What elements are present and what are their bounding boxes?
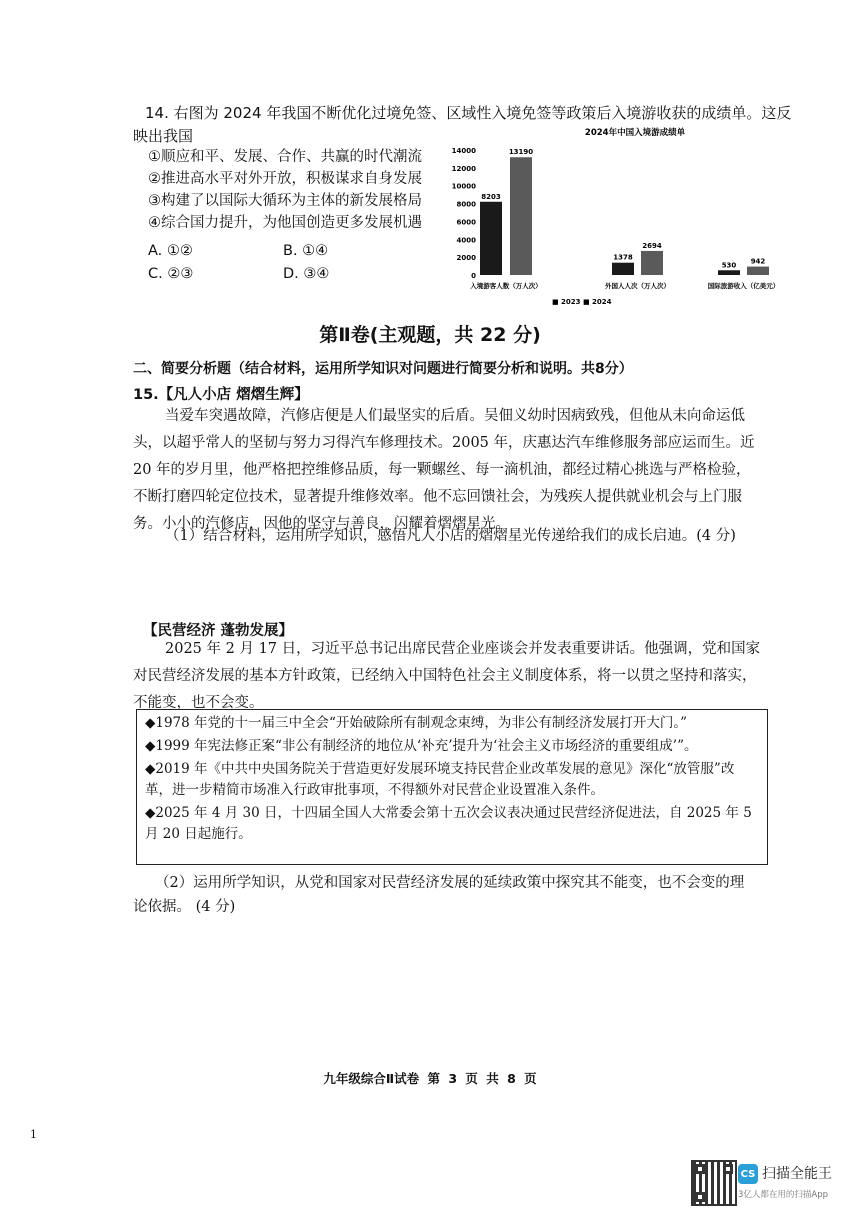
chart-bars (480, 148, 769, 275)
watermark-name: 扫描全能王 (762, 1166, 832, 1182)
margin-mark: 1 (30, 1128, 37, 1141)
bar-value-label: 530 (721, 261, 737, 270)
bar-value-label: 13190 (508, 148, 534, 157)
category-label: 外国人人次（万人次） (605, 282, 670, 290)
inbound-tourism-chart (440, 125, 800, 310)
q15-material-1-line: 务。小小的汽修店，因他的坚守与善良，闪耀着熠熠星光。 (133, 516, 510, 532)
q14-choice-d: D. ③④ (283, 266, 330, 282)
q15-material-1-line: 20 年的岁月里，他严格把控维修品质，每一颗螺丝、每一滴机油，都经过精心挑选与严格检验， (133, 462, 751, 478)
y-tick-label: 14000 (451, 147, 476, 155)
q15-sub1: （1）结合材料，运用所学知识，感悟凡人小店的熠熠星光传递给我们的成长启迪。(4 分) (165, 528, 736, 544)
section-title: 第Ⅱ卷(主观题，共 22 分) (319, 324, 541, 346)
y-tick-label: 2000 (456, 254, 476, 263)
chart-legend: ■ 2023 ■ 2024 (552, 298, 612, 306)
q15-heading: 15.【凡人小店 熠熠生辉】 (133, 387, 309, 403)
q14-option-1: ①顺应和平、发展、合作、共赢的时代潮流 (148, 149, 422, 165)
policy-item: ◆1999 年宪法修正案“非公有制经济的地位从‘补充’提升为‘社会主义市场经济的重要组成’”。 (145, 738, 698, 754)
bar-2024 (747, 267, 769, 275)
watermark-tagline: 3亿人都在用的扫描App (738, 1190, 829, 1200)
q14-choice-c: C. ②③ (148, 266, 194, 282)
q15-material-2-line: 不能变，也不会变。 (133, 695, 264, 711)
bar-value-label: 8203 (481, 192, 501, 201)
bar-value-label: 942 (750, 257, 766, 266)
q15-material-1 (133, 403, 773, 538)
y-tick-label: 12000 (451, 164, 476, 173)
camscanner-logo-icon: CS (738, 1164, 758, 1184)
page-footer: 九年级综合Ⅱ试卷 第 3 页 共 8 页 (323, 1071, 537, 1086)
y-tick-label: 0 (471, 272, 476, 280)
policy-item: ◆2025 年 4 月 30 日，十四届全国人大常委会第十五次会议表决通过民营经济促进法，自 2025 年 5 月 20 日起施行。 (145, 805, 752, 842)
q15-material-2 (133, 636, 773, 717)
section-instruction: 二、简要分析题（结合材料，运用所学知识对问题进行简要分析和说明。共8分） (133, 361, 633, 377)
q15-material-1-line: 头，以超乎常人的坚韧与努力习得汽车修理技术。2005 年，庆惠达汽车维修服务部应运而生。近 (133, 435, 755, 451)
q14-option-4: ④综合国力提升，为他国创造更多发展机遇 (148, 215, 422, 231)
q14-option-2: ②推进高水平对外开放，积极谋求自身发展 (148, 171, 422, 187)
y-tick-label: 8000 (456, 200, 476, 209)
bar-value-label: 1378 (613, 253, 633, 262)
q15-sub2-line1: （2）运用所学知识，从党和国家对民营经济发展的延续政策中探究其不能变，也不会变的理 (155, 875, 745, 891)
q14-stem-line2: 映出我国 (133, 127, 194, 145)
y-tick-label: 10000 (451, 182, 476, 191)
q14-options (148, 146, 422, 234)
category-label: 入境游客人数（万人次） (470, 282, 542, 290)
chart-title: 2024年中国入境游成绩单 (584, 128, 686, 138)
q15-material-1-line: 当爱车突遇故障，汽修店便是人们最坚实的后盾。吴佃义幼时因病致残，但他从未向命运低 (165, 408, 745, 424)
q15-material-2-line: 对民营经济发展的基本方针政策，已经纳入中国特色社会主义制度体系，将一以贯之坚持和落实， (133, 668, 757, 684)
bar-2023 (612, 263, 634, 275)
category-label: 国际旅游收入（亿美元） (707, 282, 780, 290)
qr-code-icon (691, 1160, 737, 1206)
q14-choice-b: B. ①④ (283, 243, 329, 259)
bar-2023 (480, 202, 502, 275)
q15-material-2-line: 2025 年 2 月 17 日，习近平总书记出席民营企业座谈会并发表重要讲话。他强调，党和国家 (165, 641, 761, 657)
q14-option-3: ③构建了以国际大循环为主体的新发展格局 (148, 193, 422, 209)
q15-heading-2: 【民营经济 蓬勃发展】 (143, 623, 294, 639)
q14-stem-line1: 14. 右图为 2024 年我国不断优化过境免签、区域性入境免签等政策后入境游收获的成绩单。这反 (145, 104, 792, 122)
chart-categories (470, 281, 779, 290)
q14-choice-a: A. ①② (148, 243, 193, 259)
y-tick-label: 4000 (456, 236, 476, 245)
chart-y-axis (452, 147, 476, 280)
policy-item: ◆1978 年党的十一届三中全会“开始破除所有制观念束缚，为非公有制经济发展打开大门。” (145, 715, 688, 731)
policy-item: ◆2019 年《中共中央国务院关于营造更好发展环境支持民营企业改革发展的意见》深化“放管服”改革，进一步精简市场准入行政审批事项，不得额外对民营企业设置准入条件。 (145, 761, 735, 798)
q15-sub2-line2: 论依据。 (4 分) (133, 899, 236, 915)
bar-2023 (718, 270, 740, 275)
bar-2024 (510, 157, 532, 275)
bar-value-label: 2694 (642, 241, 662, 250)
policy-box (136, 709, 768, 865)
y-tick-label: 6000 (456, 218, 476, 227)
q15-material-1-line: 不断打磨四轮定位技术，显著提升维修效率。他不忘回馈社会，为残疾人提供就业机会与上门服 (133, 489, 742, 505)
bar-2024 (641, 251, 663, 275)
